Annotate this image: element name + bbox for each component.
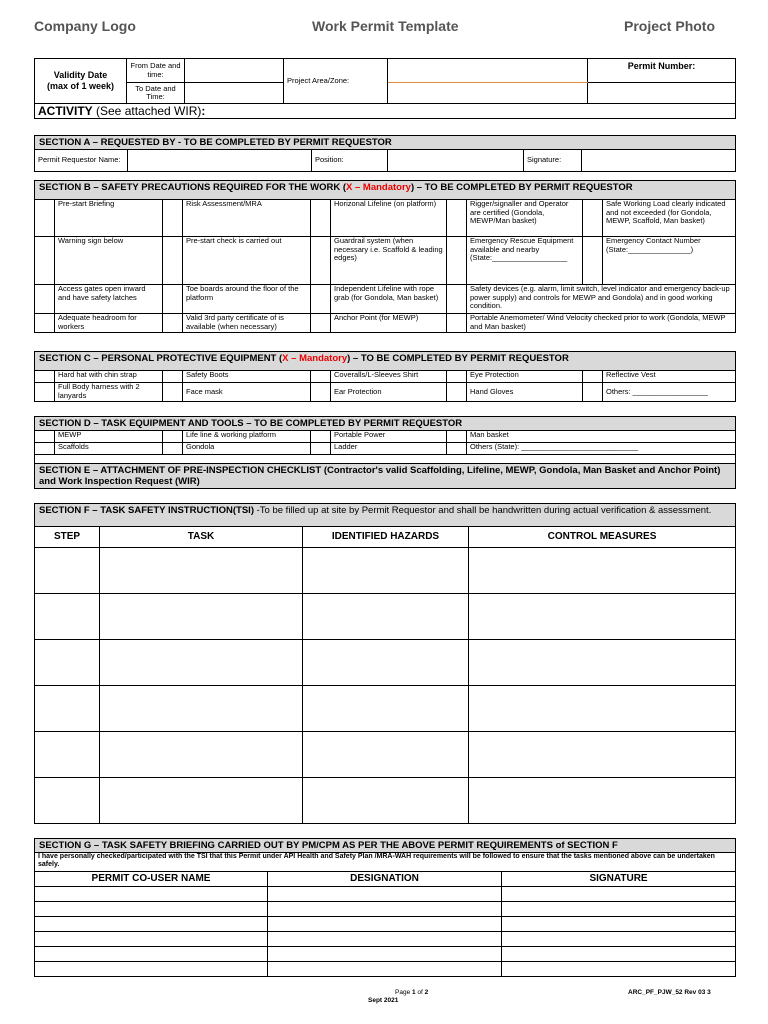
table-cell[interactable] bbox=[100, 732, 303, 778]
checkbox[interactable] bbox=[163, 371, 183, 383]
precaution-item: Portable Anemometer/ Wind Velocity checked prior to work (Gondola, MEWP and Man basket) bbox=[467, 314, 736, 333]
table-cell[interactable] bbox=[268, 887, 502, 902]
table-cell[interactable] bbox=[35, 778, 100, 824]
precaution-item: Pre-start check is carried out bbox=[183, 237, 311, 285]
checkbox[interactable] bbox=[447, 285, 467, 314]
section-a-table bbox=[34, 135, 736, 172]
section-a-title: SECTION A – REQUESTED BY - TO BE COMPLETED BY PERMIT REQUESTOR bbox=[35, 136, 736, 150]
position-field[interactable] bbox=[388, 150, 524, 172]
ppe-item: Eye Protection bbox=[467, 371, 583, 383]
table-cell[interactable] bbox=[35, 902, 268, 917]
permit-number-label: Permit Number: bbox=[588, 59, 736, 83]
table-cell[interactable] bbox=[502, 932, 736, 947]
checkbox[interactable] bbox=[163, 383, 183, 402]
ppe-item: Full Body harness with 2 lanyards bbox=[55, 383, 163, 402]
section-e-title: SECTION E – ATTACHMENT OF PRE-INSPECTION CHECKLIST (Contractor's valid Scaffolding, Lifeline, MEWP, Gondola, Man Basket and Anchor Point) and Work Inspection Request (WIR) bbox=[35, 464, 736, 489]
equipment-item: Life line & working platform bbox=[183, 431, 311, 443]
precaution-item: Adequate headroom for workers bbox=[55, 314, 163, 333]
table-cell[interactable] bbox=[35, 594, 100, 640]
table-cell[interactable] bbox=[35, 917, 268, 932]
precaution-item: Pre-start Briefing bbox=[55, 200, 163, 237]
checkbox[interactable] bbox=[447, 314, 467, 333]
section-g-table bbox=[34, 838, 736, 977]
document-title: Work Permit Template bbox=[312, 18, 459, 34]
project-photo-label: Project Photo bbox=[624, 18, 716, 34]
table-cell[interactable] bbox=[35, 947, 268, 962]
section-f-table bbox=[34, 503, 736, 824]
ppe-item: Reflective Vest bbox=[603, 371, 736, 383]
equipment-item: Scaffolds bbox=[55, 443, 163, 455]
table-cell[interactable] bbox=[502, 917, 736, 932]
spacer-row bbox=[35, 455, 736, 464]
checkbox[interactable] bbox=[35, 383, 55, 402]
table-cell[interactable] bbox=[502, 962, 736, 977]
checkbox[interactable] bbox=[447, 383, 467, 402]
checkbox[interactable] bbox=[311, 314, 331, 333]
checkbox[interactable] bbox=[163, 314, 183, 333]
company-logo: Company Logo bbox=[34, 18, 136, 34]
validity-table bbox=[34, 58, 736, 119]
from-date-field[interactable] bbox=[185, 59, 284, 83]
precaution-item: Anchor Point (for MEWP) bbox=[331, 314, 447, 333]
table-cell[interactable] bbox=[100, 778, 303, 824]
precaution-item: Access gates open inward and have safety latches bbox=[55, 285, 163, 314]
ppe-item: Others: __________________ bbox=[603, 383, 736, 402]
checkbox[interactable] bbox=[35, 200, 55, 237]
project-area-field-2[interactable] bbox=[388, 83, 588, 104]
checkbox[interactable] bbox=[583, 200, 603, 237]
section-b-title: SECTION B – SAFETY PRECAUTIONS REQUIRED FOR THE WORK (X – Mandatory) – TO BE COMPLETED BY PERMIT REQUESTOR bbox=[35, 181, 736, 200]
checkbox[interactable] bbox=[311, 443, 331, 455]
precaution-item: Horizonal Lifeline (on platform) bbox=[331, 200, 447, 237]
project-area-label: Project Area/Zone: bbox=[284, 59, 388, 104]
equipment-item: Portable Power bbox=[331, 431, 447, 443]
table-cell[interactable] bbox=[469, 778, 736, 824]
checkbox[interactable] bbox=[311, 285, 331, 314]
table-cell[interactable] bbox=[35, 686, 100, 732]
table-cell[interactable] bbox=[268, 917, 502, 932]
checkbox[interactable] bbox=[163, 443, 183, 455]
table-cell[interactable] bbox=[502, 947, 736, 962]
table-cell[interactable] bbox=[502, 887, 736, 902]
section-d-title: SECTION D – TASK EQUIPMENT AND TOOLS – TO BE COMPLETED BY PERMIT REQUESTOR bbox=[35, 417, 736, 431]
checkbox[interactable] bbox=[163, 200, 183, 237]
ppe-item: Safety Boots bbox=[183, 371, 311, 383]
checkbox[interactable] bbox=[583, 237, 603, 285]
from-date-label: From Date and time: bbox=[127, 59, 185, 83]
ppe-item: Face mask bbox=[183, 383, 311, 402]
checkbox[interactable] bbox=[583, 371, 603, 383]
checkbox[interactable] bbox=[35, 431, 55, 443]
table-cell[interactable] bbox=[268, 962, 502, 977]
table-cell[interactable] bbox=[35, 887, 268, 902]
checkbox[interactable] bbox=[583, 383, 603, 402]
checkbox[interactable] bbox=[311, 383, 331, 402]
table-cell[interactable] bbox=[35, 932, 268, 947]
precaution-item: Safe Working Load clearly indicated and not exceeded (for Gondola, MEWP, Scaffold, Man basket) bbox=[603, 200, 736, 237]
table-cell[interactable] bbox=[100, 594, 303, 640]
table-cell[interactable] bbox=[303, 732, 469, 778]
equipment-item: Gondola bbox=[183, 443, 311, 455]
ppe-item: Coveralls/L-Sleeves Shirt bbox=[331, 371, 447, 383]
table-cell[interactable] bbox=[469, 548, 736, 594]
table-cell[interactable] bbox=[100, 686, 303, 732]
table-cell[interactable] bbox=[303, 686, 469, 732]
table-cell[interactable] bbox=[268, 947, 502, 962]
table-cell[interactable] bbox=[268, 932, 502, 947]
equipment-item: MEWP bbox=[55, 431, 163, 443]
position-label: Position: bbox=[312, 150, 388, 172]
table-cell[interactable] bbox=[469, 594, 736, 640]
checkbox[interactable] bbox=[35, 314, 55, 333]
column-header-co-user-name: PERMIT CO-USER NAME bbox=[35, 872, 268, 887]
checkbox[interactable] bbox=[35, 237, 55, 285]
checkbox[interactable] bbox=[311, 431, 331, 443]
checkbox[interactable] bbox=[35, 285, 55, 314]
requestor-name-field[interactable] bbox=[128, 150, 312, 172]
column-header-task: TASK bbox=[100, 527, 303, 548]
column-header-designation: DESIGNATION bbox=[268, 872, 502, 887]
ppe-item: Ear Protection bbox=[331, 383, 447, 402]
table-cell[interactable] bbox=[268, 902, 502, 917]
checkbox[interactable] bbox=[163, 237, 183, 285]
table-cell[interactable] bbox=[35, 732, 100, 778]
precaution-item: Toe boards around the floor of the platform bbox=[183, 285, 311, 314]
footer-date: Sept 2021 bbox=[368, 997, 399, 1004]
checkbox[interactable] bbox=[35, 443, 55, 455]
equipment-item: Ladder bbox=[331, 443, 447, 455]
checkbox[interactable] bbox=[311, 200, 331, 237]
ppe-item: Hard hat with chin strap bbox=[55, 371, 163, 383]
section-f-title: SECTION F – TASK SAFETY INSTRUCTION(TSI) -To be filled up at site by Permit Requestor and shall be handwritten during actual verification & assessment. bbox=[35, 504, 736, 527]
activity-row[interactable]: ACTIVITY (See attached WIR): bbox=[35, 104, 736, 119]
section-b-table bbox=[34, 180, 736, 333]
table-cell[interactable] bbox=[502, 902, 736, 917]
permit-number-field[interactable] bbox=[588, 83, 736, 104]
signature-field[interactable] bbox=[582, 150, 736, 172]
precaution-item: Warning sign below bbox=[55, 237, 163, 285]
document-code: ARC_PF_PJW_52 Rev 03 3 bbox=[628, 989, 711, 996]
checkbox[interactable] bbox=[311, 237, 331, 285]
equipment-item: Others (State): ____________________________ bbox=[467, 443, 736, 455]
column-header-step: STEP bbox=[35, 527, 100, 548]
checkbox[interactable] bbox=[163, 431, 183, 443]
section-d-table bbox=[34, 416, 736, 489]
table-cell[interactable] bbox=[100, 548, 303, 594]
column-header-hazards: IDENTIFIED HAZARDS bbox=[303, 527, 469, 548]
checkbox[interactable] bbox=[447, 200, 467, 237]
checkbox[interactable] bbox=[311, 371, 331, 383]
ppe-item: Hand Gloves bbox=[467, 383, 583, 402]
signature-label: Signature: bbox=[524, 150, 582, 172]
table-cell[interactable] bbox=[35, 962, 268, 977]
project-area-field[interactable] bbox=[388, 59, 588, 83]
checkbox[interactable] bbox=[163, 285, 183, 314]
precaution-item: Rigger/signaller and Operator are certified (Gondola, MEWP/Man basket) bbox=[467, 200, 583, 237]
table-cell[interactable] bbox=[303, 640, 469, 686]
precaution-item: Valid 3rd party certificate of is available (when necessary) bbox=[183, 314, 311, 333]
column-header-control-measures: CONTROL MEASURES bbox=[469, 527, 736, 548]
section-g-title: SECTION G – TASK SAFETY BRIEFING CARRIED OUT BY PM/CPM AS PER THE ABOVE PERMIT REQUIREMENTS of SECTION F bbox=[35, 839, 736, 853]
section-c-title: SECTION C – PERSONAL PROTECTIVE EQUIPMENT (X – Mandatory) – TO BE COMPLETED BY PERMIT REQUESTOR bbox=[35, 352, 736, 371]
table-cell[interactable] bbox=[35, 640, 100, 686]
table-cell[interactable] bbox=[469, 686, 736, 732]
precaution-item: Emergency Rescue Equipment available and nearby (State:__________________ bbox=[467, 237, 583, 285]
column-header-signature: SIGNATURE bbox=[502, 872, 736, 887]
table-cell[interactable] bbox=[303, 594, 469, 640]
precaution-item: Guardrail system (when necessary i.e. Scaffold & leading edges) bbox=[331, 237, 447, 285]
section-c-table bbox=[34, 351, 736, 402]
page-number: Page 1 of 2 bbox=[395, 989, 429, 996]
table-cell[interactable] bbox=[303, 548, 469, 594]
table-cell[interactable] bbox=[100, 640, 303, 686]
validity-date-label: Validity Date (max of 1 week) bbox=[35, 59, 127, 104]
table-cell[interactable] bbox=[35, 548, 100, 594]
equipment-item: Man basket bbox=[467, 431, 736, 443]
checkbox[interactable] bbox=[447, 431, 467, 443]
precaution-item: Emergency Contact Number (State:_______________) bbox=[603, 237, 736, 285]
table-cell[interactable] bbox=[469, 640, 736, 686]
checkbox[interactable] bbox=[447, 237, 467, 285]
briefing-statement: I have personally checked/participated with the TSI that this Permit under API Health and Safety Plan /MRA-WAH requirements will be followed to ensure that the tasks mentioned above can be undertaken safely. bbox=[35, 853, 736, 872]
to-date-field[interactable] bbox=[185, 83, 284, 104]
checkbox[interactable] bbox=[447, 443, 467, 455]
precaution-item: Independent Lifeline with rope grab (for Gondola, Man basket) bbox=[331, 285, 447, 314]
checkbox[interactable] bbox=[35, 371, 55, 383]
checkbox[interactable] bbox=[447, 371, 467, 383]
table-cell[interactable] bbox=[303, 778, 469, 824]
to-date-label: To Date and Time: bbox=[127, 83, 185, 104]
precaution-item: Risk Assessment/MRA bbox=[183, 200, 311, 237]
table-cell[interactable] bbox=[469, 732, 736, 778]
requestor-name-label: Permit Requestor Name: bbox=[35, 150, 128, 172]
precaution-item: Safety devices (e.g. alarm, limit switch, level indicator and emergency back-up power supply) and controls for MEWP and Gondola) and in good working condition. bbox=[467, 285, 736, 314]
